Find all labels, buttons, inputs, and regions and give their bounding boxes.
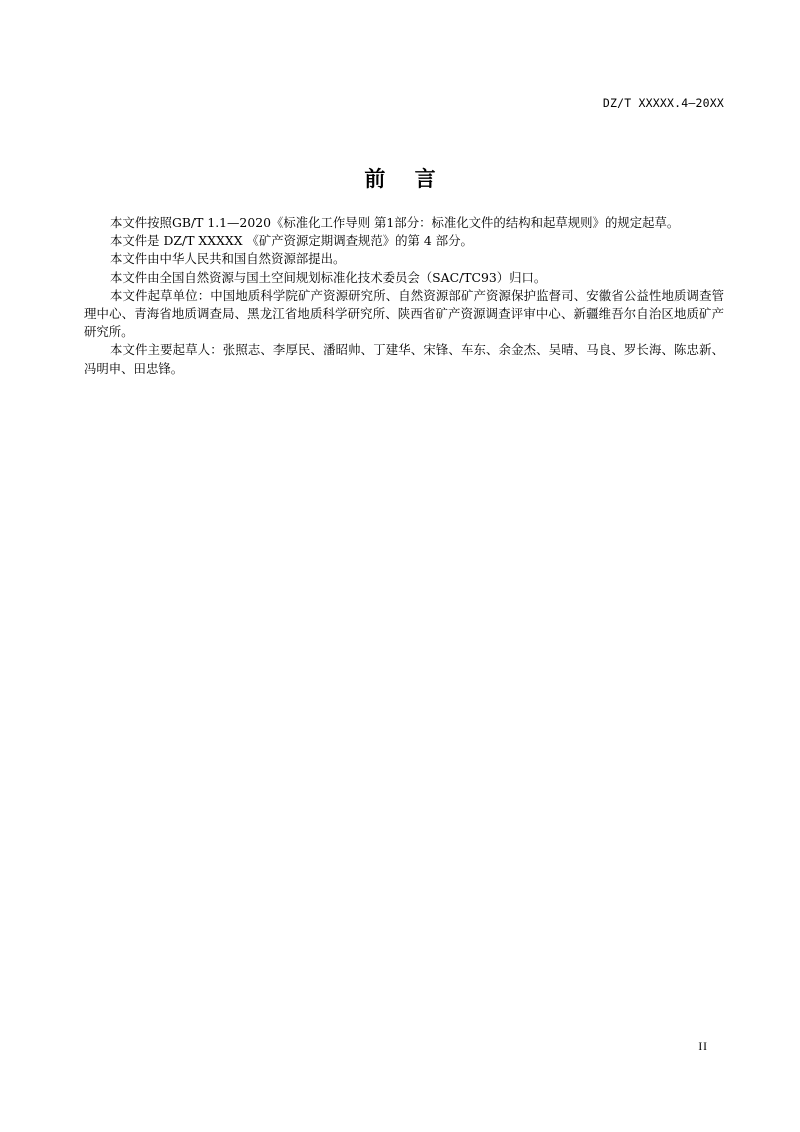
paragraph-drafting-rules: 本文件按照GB/T 1.1—2020《标准化工作导则 第1部分：标准化文件的结构和起草规则》的规定起草。 (110, 215, 680, 230)
page-number: II (698, 1041, 708, 1053)
foreword-body (84, 214, 724, 378)
paragraph-drafting-units: 本文件起草单位：中国地质科学院矿产资源研究所、自然资源部矿产资源保护监督司、安徽省公益性地质调查管理中心、青海省地质调查局、黑龙江省地质科学研究所、陕西省矿产资源调查评审中心、新疆维吾尔自治区地质矿产研究所。 (84, 287, 724, 340)
paragraph-part-of-standard: 本文件是 DZ/T XXXXX 《矿产资源定期调查规范》的第 4 部分。 (110, 233, 473, 249)
paragraph-main-drafters: 本文件主要起草人：张照志、李厚民、潘昭帅、丁建华、宋锋、车东、余金杰、吴晴、马良、罗长海、陈忠新、冯明申、田忠锋。 (84, 342, 724, 376)
paragraph-under-jurisdiction: 本文件由全国自然资源与国土空间规划标准化技术委员会（SAC/TC93）归口。 (110, 269, 547, 285)
page-title: 前 言 (364, 167, 436, 191)
paragraph-proposed-by: 本文件由中华人民共和国自然资源部提出。 (110, 251, 346, 267)
standard-code-header: DZ/T XXXXX.4—20XX (602, 96, 724, 110)
